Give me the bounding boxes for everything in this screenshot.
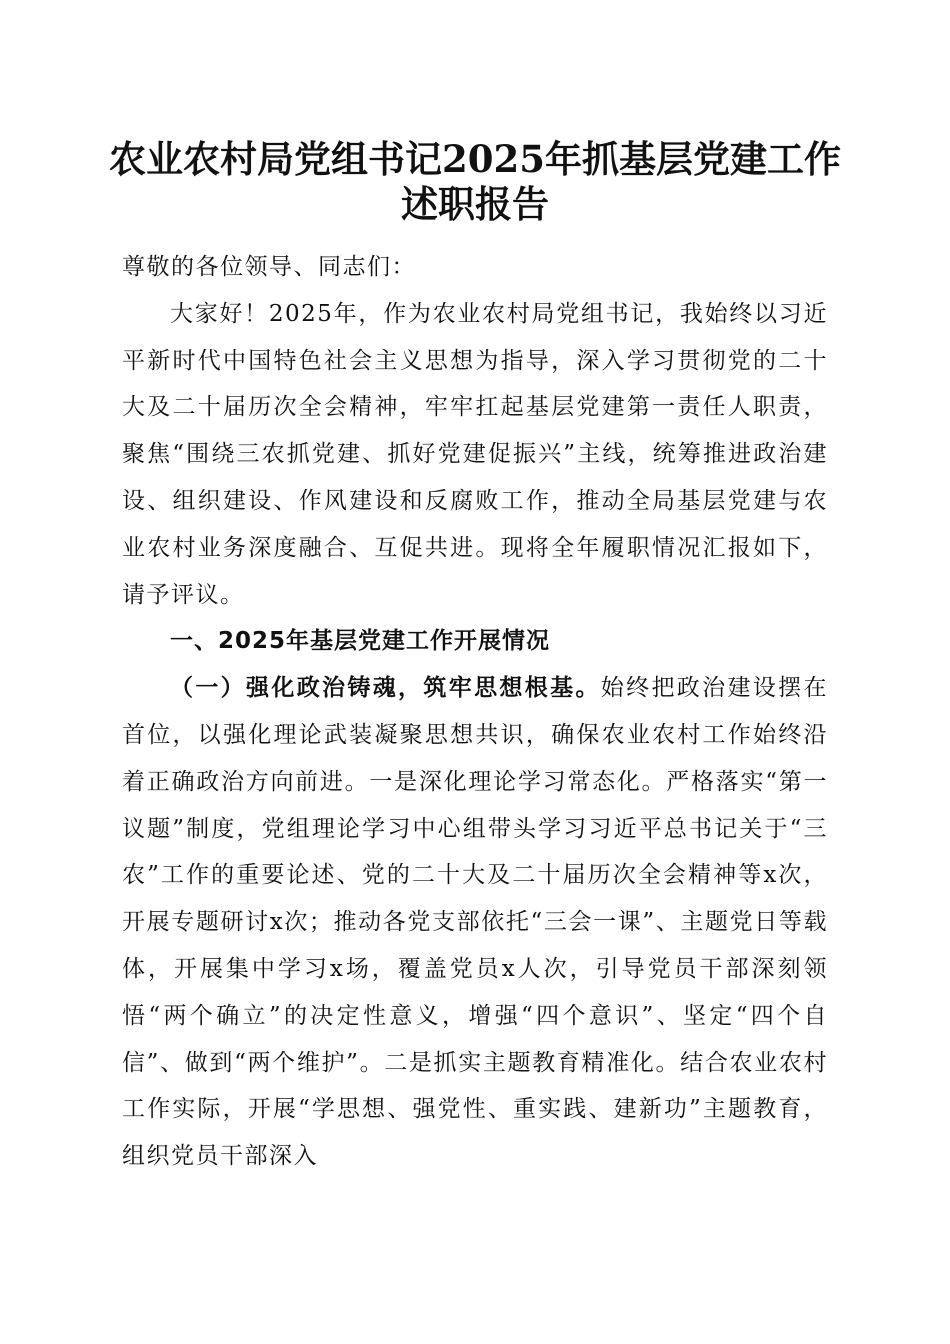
subsection-heading: （一）强化政治铸魂，筑牢思想根基。: [170, 675, 601, 702]
subsection-body: 始终把政治建设摆在首位，以强化理论武装凝聚思想共识，确保农业农村工作始终沿着正确政治方向前进。一是深化理论学习常态化。严格落实“第一议题”制度，党组理论学习中心组带头学习习近平总书记关于“三农”工作的重要论述、党的二十大及二十届历次全会精神等x次，开展专题研讨x次；推动各党支部依托“三会一课”、主题党日等载体，开展集中学习x场，覆盖党员x人次，引导党员干部深刻领悟“两个确立”的决定性意义，增强“四个意识”、坚定“四个自信”、做到“两个维护”。二是抓实主题教育精准化。结合农业农村工作实际，开展“学思想、强党性、重实践、建新功”主题教育，组织党员干部深入: [122, 675, 829, 1170]
section-heading: 一、2025年基层党建工作开展情况: [170, 628, 551, 655]
subsection-paragraph: [122, 665, 828, 1180]
document-body: [122, 244, 828, 1180]
document-title-line2: 述职报告: [401, 182, 549, 226]
salutation: 尊敬的各位领导、同志们：: [122, 254, 416, 280]
document-title-line1: 农业农村局党组书记2025年抓基层党建工作: [109, 137, 841, 181]
intro-paragraph: 大家好！2025年，作为农业农村局党组书记，我始终以习近平新时代中国特色社会主义思想为指导，深入学习贯彻党的二十大及二十届历次全会精神，牢牢扛起基层党建第一责任人职责，聚焦“围绕三农抓党建、抓好党建促振兴”主线，统筹推进政治建设、组织建设、作风建设和反腐败工作，推动全局基层党建与农业农村业务深度融合、互促共进。现将全年履职情况汇报如下，请予评议。: [122, 300, 828, 608]
